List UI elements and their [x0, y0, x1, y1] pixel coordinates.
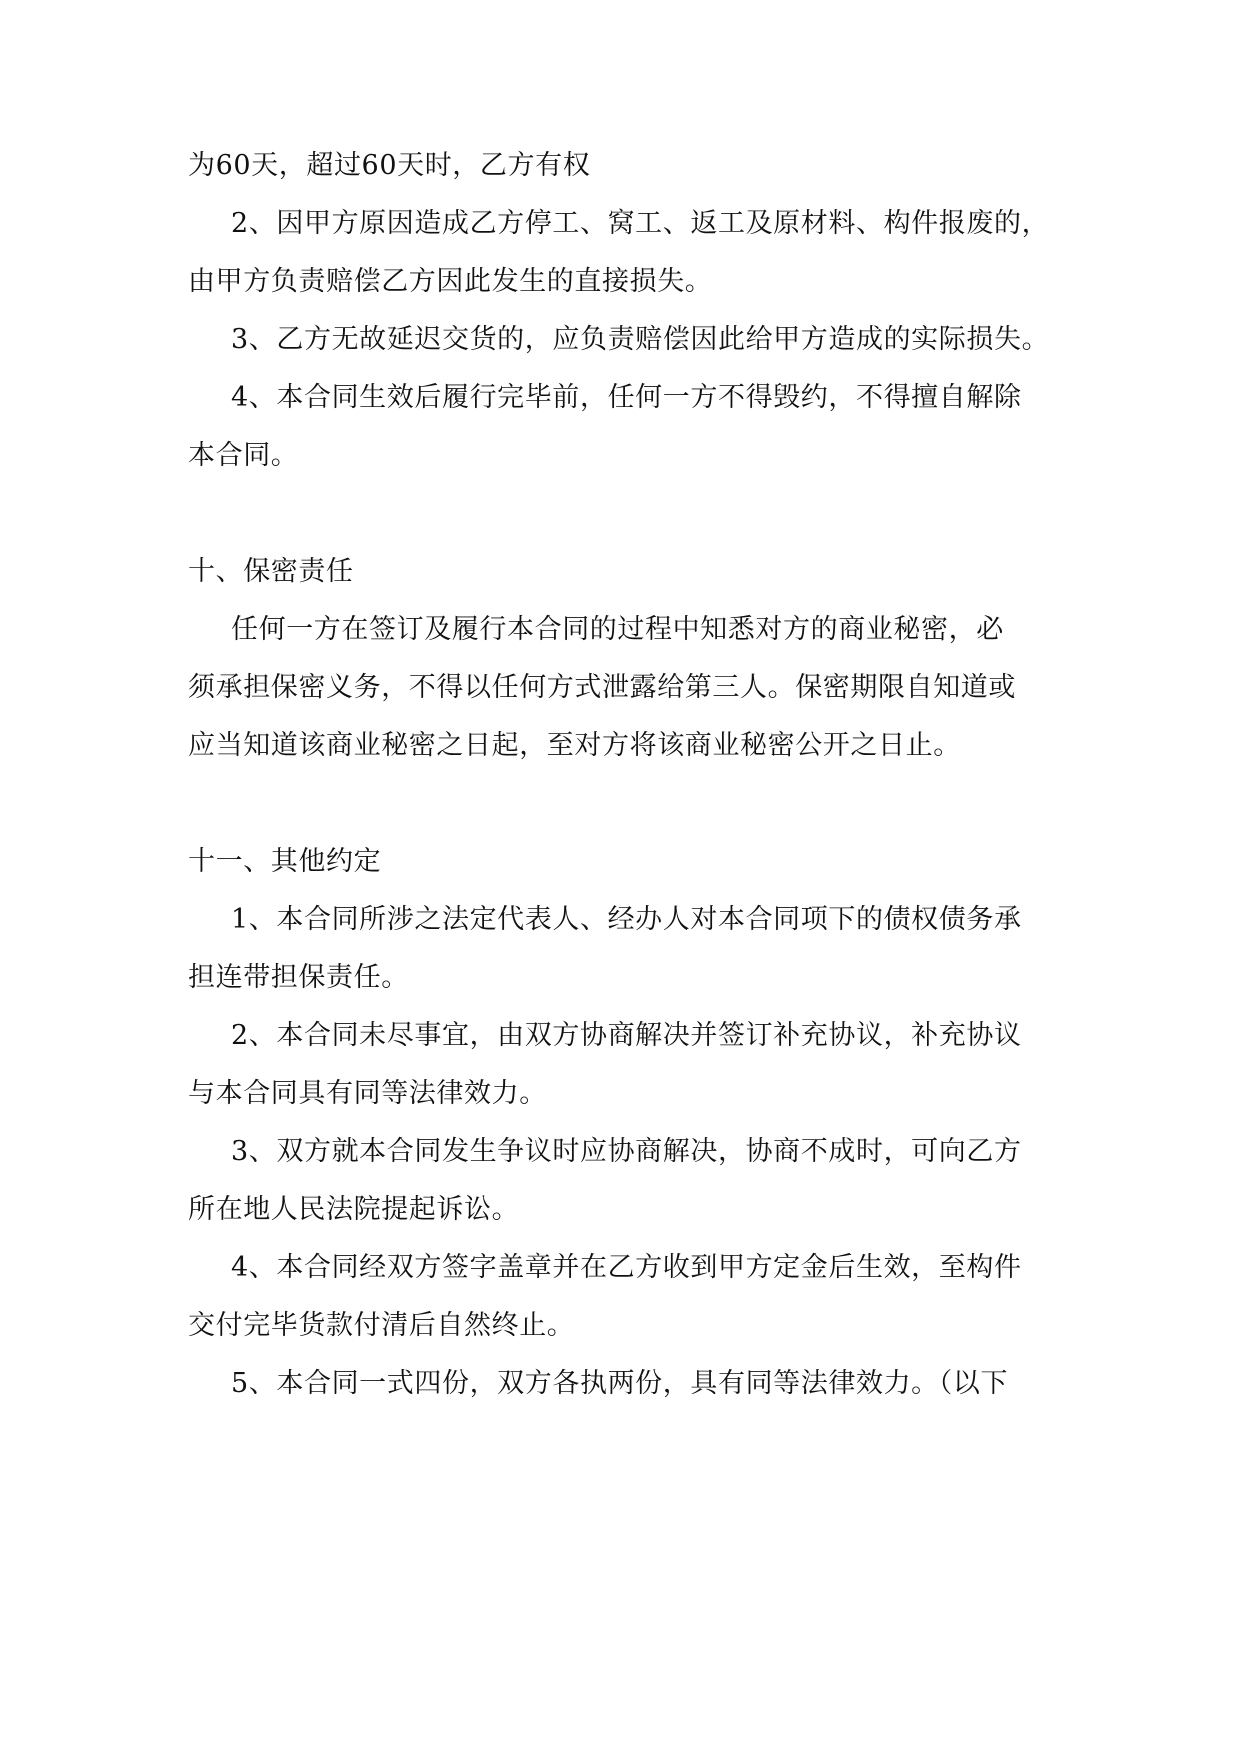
section-11-item-1-line-2: 担连带担保责任。 [188, 962, 409, 993]
section-11-item-5-line-1: 5、本合同一式四份，双方各执两份，具有同等法律效力。（以下 [231, 1368, 1009, 1399]
paragraph-line: 为60天，超过60天时，乙方有权 [188, 150, 591, 181]
clause-2-line-2: 由甲方负责赔偿乙方因此发生的直接损失。 [188, 266, 713, 297]
section-11-item-2-line-2: 与本合同具有同等法律效力。 [188, 1078, 547, 1109]
section-11-item-3-line-1: 3、双方就本合同发生争议时应协商解决，协商不成时，可向乙方 [231, 1136, 1022, 1167]
section-11-item-4-line-1: 4、本合同经双方签字盖章并在乙方收到甲方定金后生效，至构件 [231, 1252, 1022, 1283]
clause-4-line-1: 4、本合同生效后履行完毕前，任何一方不得毁约，不得擅自解除 [231, 382, 1022, 413]
section-10-para-line-3: 应当知道该商业秘密之日起，至对方将该商业秘密公开之日止。 [188, 730, 961, 761]
section-10-para-line-1: 任何一方在签订及履行本合同的过程中知悉对方的商业秘密，必 [231, 614, 1004, 645]
section-11-heading: 十一、其他约定 [188, 846, 382, 877]
section-10-heading: 十、保密责任 [188, 556, 354, 587]
section-10-para-line-2: 须承担保密义务，不得以任何方式泄露给第三人。保密期限自知道或 [188, 672, 1016, 703]
section-11-item-3-line-2: 所在地人民法院提起诉讼。 [188, 1194, 520, 1225]
clause-2-line-1: 2、因甲方原因造成乙方停工、窝工、返工及原材料、构件报废的， [231, 208, 1050, 239]
clause-4-line-2: 本合同。 [188, 440, 299, 471]
section-11-item-2-line-1: 2、本合同未尽事宜，由双方协商解决并签订补充协议，补充协议 [231, 1020, 1022, 1051]
clause-3-line: 3、乙方无故延迟交货的，应负责赔偿因此给甲方造成的实际损失。 [231, 324, 1050, 355]
section-11-item-1-line-1: 1、本合同所涉之法定代表人、经办人对本合同项下的债权债务承 [231, 904, 1022, 935]
section-11-item-4-line-2: 交付完毕货款付清后自然终止。 [188, 1310, 575, 1341]
